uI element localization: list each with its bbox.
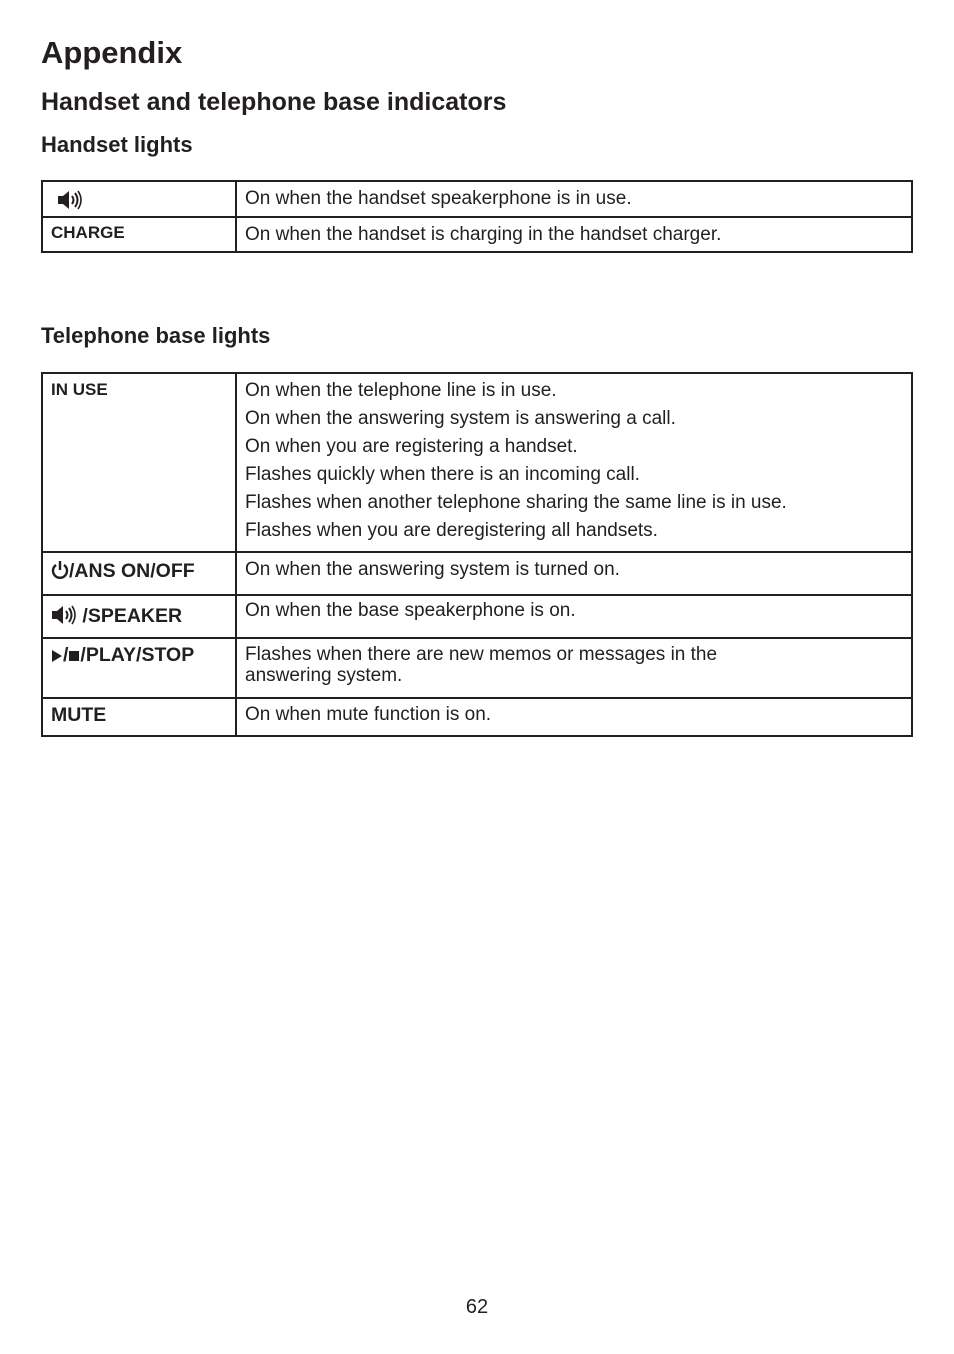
indicator-label: MUTE — [51, 704, 107, 726]
indicator-description: On when the base speakerphone is on. — [245, 600, 576, 621]
description-line: On when the answering system is answering a call. — [245, 408, 676, 429]
handset-lights-table — [41, 180, 913, 253]
description-line: Flashes when you are deregistering all handsets. — [245, 520, 658, 541]
indicator-description: On when the answering system is turned on. — [245, 559, 620, 580]
indicator-key-cell — [42, 217, 236, 252]
description-line: Flashes quickly when there is an incoming call. — [245, 464, 640, 485]
description-line: Flashes when another telephone sharing the same line is in use. — [245, 492, 787, 513]
indicator-label: IN USE — [51, 380, 108, 399]
indicator-description-cell — [236, 552, 912, 595]
table-row — [42, 698, 912, 736]
indicator-label: /SPEAKER — [77, 605, 183, 627]
description-line: answering system. — [245, 665, 403, 686]
indicator-description-cell — [236, 638, 912, 698]
table-row — [42, 373, 912, 552]
indicator-description-cell — [236, 181, 912, 217]
play-icon — [51, 648, 63, 664]
indicator-description: On when mute function is on. — [245, 704, 492, 725]
table-row — [42, 638, 912, 698]
stop-icon — [68, 648, 80, 664]
indicator-key-cell: / /PLAY/STOP — [42, 638, 236, 698]
indicator-description: On when the handset is charging in the handset charger. — [245, 224, 722, 245]
indicator-key-cell — [42, 181, 236, 217]
page-number: 62 — [465, 1296, 489, 1318]
speaker-icon — [57, 190, 83, 210]
power-icon — [51, 560, 69, 580]
base-lights-table — [41, 372, 913, 737]
description-line: On when you are registering a handset. — [245, 436, 578, 457]
indicator-key-cell — [42, 373, 236, 552]
indicator-key-cell — [42, 552, 236, 595]
indicator-description: On when the handset speakerphone is in use. — [245, 188, 632, 209]
section-heading: Handset and telephone base indicators — [41, 88, 507, 116]
indicator-description-cell — [236, 373, 912, 552]
speaker-icon — [51, 605, 77, 625]
description-line: On when the telephone line is in use. — [245, 380, 557, 401]
page-title: Appendix — [41, 35, 183, 70]
indicator-key-cell — [42, 595, 236, 638]
table-row — [42, 217, 912, 252]
handset-lights-heading: Handset lights — [41, 132, 193, 157]
base-lights-heading: Telephone base lights — [41, 323, 271, 348]
indicator-label: CHARGE — [51, 223, 125, 242]
description-line: Flashes when there are new memos or messages in the — [245, 644, 718, 665]
indicator-label: /ANS ON/OFF — [69, 560, 195, 582]
indicator-description-cell — [236, 698, 912, 736]
table-row — [42, 181, 912, 217]
table-row — [42, 552, 912, 595]
indicator-description-cell — [236, 595, 912, 638]
indicator-label: /PLAY/STOP — [80, 644, 195, 666]
indicator-key-cell — [42, 698, 236, 736]
table-row — [42, 595, 912, 638]
indicator-description-cell — [236, 217, 912, 252]
